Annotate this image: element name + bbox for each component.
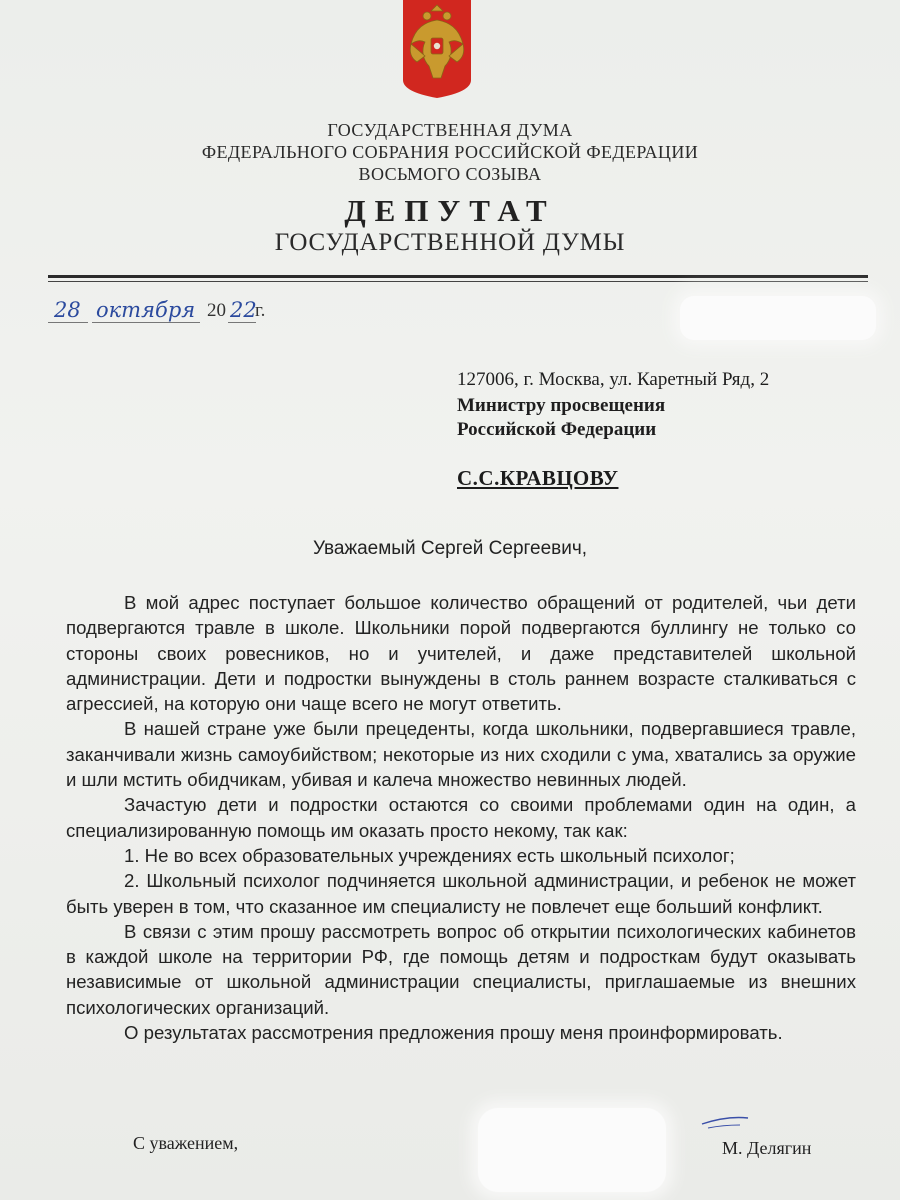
closing: С уважением,: [133, 1133, 239, 1153]
signature-stroke: [700, 1110, 750, 1130]
date-day-underline: [48, 322, 88, 323]
recipient-position-1: Министру просвещения: [457, 395, 666, 416]
signer-name: М. Делягин: [722, 1138, 812, 1158]
paragraph-1: В мой адрес поступает большое количество обращений от родителей, чьи дети подвергаются травле в школе. Школьники порой подвергаются буллингу не только со стороны своих ровесников, но и учителей, и даже представителей школьной администрации. Дети и подростки вынуждены в столь раннем возрасте сталкиваться с агрессией, на которую они чаще всего не могут ответить.: [66, 592, 856, 715]
date-month-underline: [92, 322, 200, 323]
recipient-position-2: Российской Федерации: [457, 419, 657, 440]
paragraph-2: В нашей стране уже были прецеденты, когда школьники, подвергавшиеся травле, заканчивали жизнь самоубийством; некоторые из них сходили с ума, хватались за оружие и шли мстить обидчикам, убивая и калеча множество невинных людей.: [66, 718, 856, 791]
redacted-area: [680, 296, 876, 340]
paragraph-4: В связи с этим прошу рассмотреть вопрос об открытии психологических кабинетов в каждой школе на территории РФ, где помощь детям и подросткам будут оказывать независимые от школьной администрации специалисты, приглашаемые из внешних психологических организаций.: [66, 920, 856, 1018]
recipient-address: 127006, г. Москва, ул. Каретный Ряд, 2: [457, 369, 770, 390]
header-rule-thin: [48, 281, 868, 282]
header-line-2: ФЕДЕРАЛЬНОГО СОБРАНИЯ РОССИЙСКОЙ ФЕДЕРАЦИИ: [201, 142, 699, 162]
redacted-signature: [478, 1108, 666, 1192]
coat-of-arms-icon: [403, 0, 471, 98]
date-year-prefix: 20: [207, 300, 226, 321]
date-day: 28: [54, 298, 81, 322]
recipient-name: С.С.КРАВЦОВУ: [457, 466, 619, 490]
list-item-1: 1. Не во всех образовательных учреждениях есть школьный психолог;: [124, 844, 735, 866]
date-month: октября: [96, 298, 196, 322]
date-year-mark: г.: [255, 300, 266, 321]
letter-body: [66, 590, 856, 1045]
list-item-2: 2. Школьный психолог подчиняется школьной администрации, и ребенок не может быть уверен в том, что сказанное им специалисту не повлечет еще больший конфликт.: [66, 870, 856, 917]
header-rule: [48, 275, 868, 278]
paragraph-3: Зачастую дети и подростки остаются со своими проблемами один на один, а специализированную помощь им оказать просто некому, так как:: [66, 794, 856, 841]
date-year-underline: [228, 322, 256, 323]
header-line-1: ГОСУДАРСТВЕННАЯ ДУМА: [327, 120, 573, 140]
paragraph-5: О результатах рассмотрения предложения прошу меня проинформировать.: [124, 1022, 783, 1044]
deputy-title: ДЕПУТАТ: [344, 193, 556, 228]
date-year-suffix: 22: [230, 298, 257, 322]
deputy-subtitle: ГОСУДАРСТВЕННОЙ ДУМЫ: [274, 229, 626, 256]
greeting: Уважаемый Сергей Сергеевич,: [312, 538, 588, 559]
header-line-3: ВОСЬМОГО СОЗЫВА: [358, 164, 542, 184]
